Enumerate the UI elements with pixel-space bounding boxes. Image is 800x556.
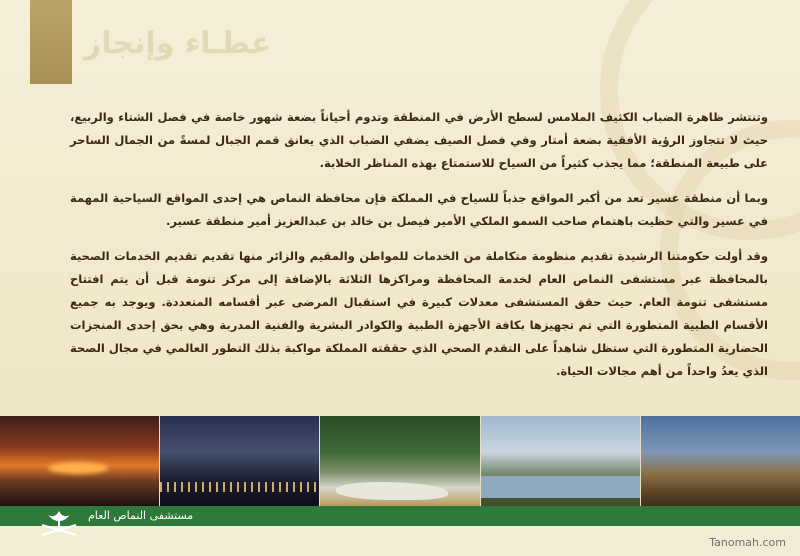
saudi-emblem-icon <box>34 508 84 540</box>
photo-mountain-cliff <box>641 416 800 506</box>
paragraph-fog: وتنتشر ظاهرة الضباب الكثيف الملامس لسطح الأرض في المنطقة وتدوم أحياناً بضعة شهور خاصة في فصل الشتاء والربيع، حيث لا تتجاوز الرؤية الأفقية بضعة أمتار وفي فصل الصيف يضفي الضباب الذي يعانق قمم الجبال لمسةً من الجمال الساحر على طبيعة المنطقة؛ مما يجذب كثيراً من السياح للاستمتاع بهذه المناظر الخلابة. <box>70 110 768 170</box>
header-gold-bar <box>30 0 72 84</box>
photo-town-lake <box>481 416 641 506</box>
footer-stripe <box>0 526 800 556</box>
photo-valley-river <box>320 416 480 506</box>
paragraph-tourism: وبما أن منطقة عسير تعد من أكبر المواقع جذباً للسياح في المملكة فإن محافظة النماص هي إحدى المواقع السياحية المهمة في عسير والتي حظيت باهتمام صاحب السمو الملكي الأمير فيصل بن خالد بن عبدالعزيز أمير منطقة عسير. <box>70 191 768 228</box>
photo-sunset <box>0 416 160 506</box>
hospital-name: مستشفى النماص العام <box>88 509 194 522</box>
photo-strip <box>0 416 800 506</box>
photo-city-night <box>160 416 320 506</box>
header-logo-text: عطـاء وإنجاز <box>84 26 272 61</box>
paragraph-healthcare: وقد أولت حكومتنا الرشيدة تقديم منظومة متكاملة من الخدمات للمواطن والمقيم والزائر منها تقديم تقديم الخدمات الصحية بالمحافظة عبر مستشفى النماص العام لخدمة المحافظة ومراكزها الثلاثة بالإضافة إلى مركز تنومة قبل أن يتم افتتاح مستشفى تنومة العام. حيث حقق المستشفى معدلات كبيرة في استقبال المرضى عبر أقسامه المتعددة. ويوجد به جميع الأقسام الطبية المتطورة التي تم تجهيزها بكافة الأجهزة الطبية والكوادر البشرية والفنية المدربة وهي بحق إحدى المنجزات الحضارية المتطورة التي ستظل شاهداً على التقدم الصحي الذي حققته المملكة مواكبة بذلك التطور العالمي في مجال الصحة الذي يعدُ واحداً من أهم مجالات الحياة. <box>70 249 768 378</box>
site-watermark: Tanomah.com <box>709 536 786 549</box>
